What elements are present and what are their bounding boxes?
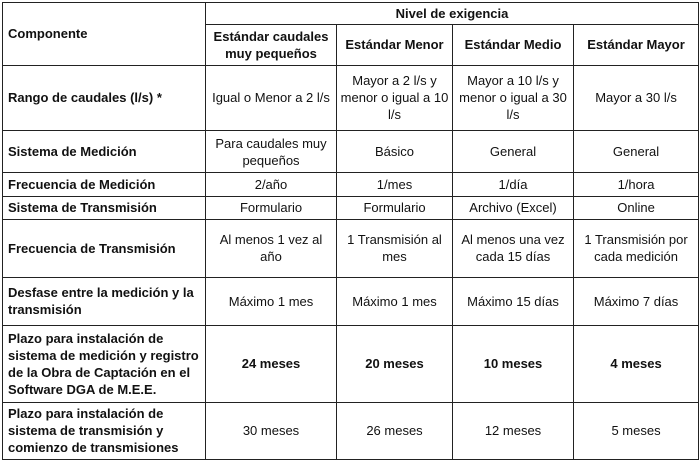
cell: Formulario: [206, 196, 337, 220]
cell: Básico: [337, 131, 453, 173]
cell: 26 meses: [337, 402, 453, 459]
requirements-table: [2, 2, 699, 460]
cell: Máximo 7 días: [574, 277, 699, 325]
cell: Máximo 1 mes: [337, 277, 453, 325]
table-row: [3, 65, 699, 131]
row-label: Desfase entre la medición y la transmisión: [3, 277, 206, 325]
cell: Al menos 1 vez al año: [206, 220, 337, 277]
row-label: Frecuencia de Medición: [3, 173, 206, 197]
header-level-medium: Estándar Medio: [453, 24, 574, 65]
cell: 2/año: [206, 173, 337, 197]
header-level-tiny: Estándar caudales muy pequeños: [206, 24, 337, 65]
cell: Máximo 15 días: [453, 277, 574, 325]
cell: 24 meses: [206, 325, 337, 402]
row-label: Plazo para instalación de sistema de medición y registro de la Obra de Captación en el Software DGA de M.E.E.: [3, 325, 206, 402]
cell: 1/mes: [337, 173, 453, 197]
cell: 1 Transmisión por cada medición: [574, 220, 699, 277]
table-row: [3, 402, 699, 459]
cell: Archivo (Excel): [453, 196, 574, 220]
cell: Máximo 1 mes: [206, 277, 337, 325]
cell: 30 meses: [206, 402, 337, 459]
cell: 5 meses: [574, 402, 699, 459]
header-level-minor: Estándar Menor: [337, 24, 453, 65]
cell: General: [574, 131, 699, 173]
cell: 1/hora: [574, 173, 699, 197]
table-row: [3, 325, 699, 402]
cell: 20 meses: [337, 325, 453, 402]
cell: Mayor a 2 l/s y menor o igual a 10 l/s: [337, 65, 453, 131]
row-label: Frecuencia de Transmisión: [3, 220, 206, 277]
header-component: Componente: [3, 3, 206, 66]
cell: 4 meses: [574, 325, 699, 402]
cell: 1/día: [453, 173, 574, 197]
table-row: [3, 173, 699, 197]
table-row: [3, 196, 699, 220]
cell: 10 meses: [453, 325, 574, 402]
cell: Mayor a 10 l/s y menor o igual a 30 l/s: [453, 65, 574, 131]
header-level-major: Estándar Mayor: [574, 24, 699, 65]
cell: Igual o Menor a 2 l/s: [206, 65, 337, 131]
row-label: Sistema de Medición: [3, 131, 206, 173]
table-row: [3, 277, 699, 325]
cell: General: [453, 131, 574, 173]
cell: Online: [574, 196, 699, 220]
header-row-group: [3, 3, 699, 25]
header-level-group: Nivel de exigencia: [206, 3, 699, 25]
table-row: [3, 131, 699, 173]
cell: Para caudales muy pequeños: [206, 131, 337, 173]
cell: 1 Transmisión al mes: [337, 220, 453, 277]
cell: Mayor a 30 l/s: [574, 65, 699, 131]
row-label: Sistema de Transmisión: [3, 196, 206, 220]
cell: Formulario: [337, 196, 453, 220]
table-row: [3, 220, 699, 277]
cell: Al menos una vez cada 15 días: [453, 220, 574, 277]
row-label: Rango de caudales (l/s) *: [3, 65, 206, 131]
row-label: Plazo para instalación de sistema de transmisión y comienzo de transmisiones: [3, 402, 206, 459]
cell: 12 meses: [453, 402, 574, 459]
